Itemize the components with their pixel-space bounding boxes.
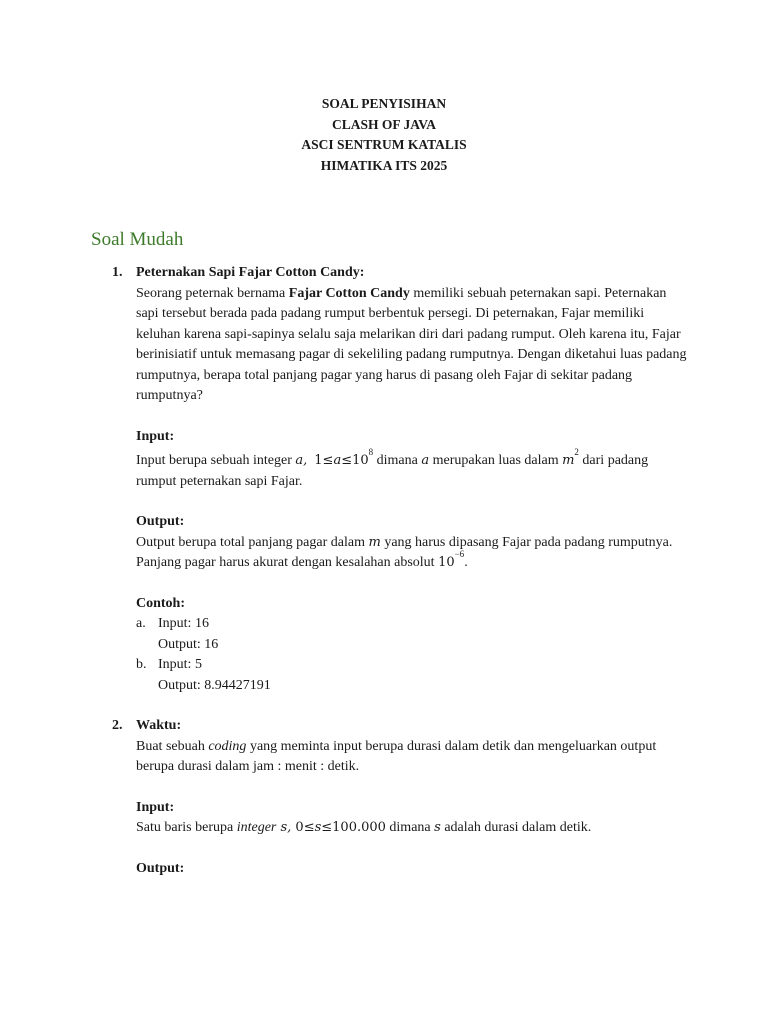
problem-2-input-text	[136, 818, 691, 839]
math-var-s-3: s	[434, 820, 441, 835]
problem-1-input-text	[136, 447, 691, 492]
desc-text-part: Buat sebuah	[136, 738, 209, 754]
problem-2-title: Waktu:	[136, 718, 182, 733]
math-var-a-3: a	[421, 453, 430, 468]
problem-1-output-label: Output:	[136, 514, 185, 529]
input-text-part-2: dimana	[373, 453, 422, 468]
example-input: Input: 16	[158, 616, 209, 631]
example-output: Output: 8.94427191	[158, 677, 271, 693]
math-range-start: 1≤	[314, 453, 334, 468]
example-letter: b.	[136, 657, 147, 672]
document-header	[0, 94, 768, 176]
example-output: Output: 16	[158, 636, 219, 652]
output-text-part-2: yang harus dipasang Fajar pada padang rumputnya. Panjang pagar harus akurat dengan kesalahan absolut	[136, 534, 673, 570]
problem-1	[91, 263, 691, 696]
desc-italic-coding: coding	[208, 738, 247, 754]
math-exponent-neg6: −6	[454, 549, 465, 560]
input-text-part: Input berupa sebuah integer	[136, 453, 296, 468]
problem-1-input-label: Input:	[136, 428, 175, 444]
example-input: Input: 5	[158, 657, 202, 672]
section-title: Soal Mudah	[91, 229, 184, 250]
math-range-end: ≤10	[341, 453, 369, 468]
math-exponent-8: 8	[368, 447, 374, 458]
problem-1-title: Peternakan Sapi Fajar Cotton Candy:	[136, 265, 365, 280]
input-text-part-2: dimana	[385, 820, 435, 835]
output-text-part: Output berupa total panjang pagar dalam	[136, 534, 369, 550]
input-text-part-3: adalah durasi dalam detik.	[440, 820, 592, 835]
output-text-part-3: .	[464, 555, 468, 570]
header-line-2: CLASH OF JAVA	[331, 116, 437, 132]
example-b	[136, 655, 691, 696]
example-a	[136, 614, 691, 655]
input-text-part-4: dari padang rumput peternakan sapi Fajar.	[136, 453, 649, 489]
math-var-s: s,	[276, 820, 292, 835]
header-line-1: SOAL PENYISIHAN	[321, 96, 447, 111]
problem-1-examples-label: Contoh:	[136, 595, 186, 611]
input-italic-integer: integer	[236, 820, 277, 835]
problem-1-output-text	[136, 533, 691, 574]
desc-text-part-2: yang meminta input berupa durasi dalam detik dan mengeluarkan output berupa durasi dalam jam : menit : detik.	[136, 738, 657, 774]
problem-1-desc-bold: Fajar Cotton Candy	[288, 285, 410, 301]
math-exponent-2: 2	[574, 447, 579, 458]
input-text-part: Satu baris berupa	[136, 820, 237, 835]
math-unit-m-2: m	[368, 534, 381, 550]
header-line-4: HIMATIKA ITS 2025	[320, 157, 448, 173]
problem-1-description	[136, 284, 691, 407]
math-unit-m: m	[562, 453, 575, 468]
math-var-a-2: a	[333, 453, 342, 468]
document-body	[91, 263, 691, 879]
problem-2-description	[136, 737, 691, 778]
problem-1-number: 1.	[112, 265, 123, 280]
math-range-start: 0≤	[291, 820, 315, 835]
problem-2-number: 2.	[112, 718, 123, 733]
example-letter: a.	[136, 616, 146, 631]
header-line-3: ASCI SENTRUM KATALIS	[301, 137, 467, 152]
problem-2-output-label: Output:	[136, 860, 185, 876]
input-text-part-3: merupakan luas dalam	[429, 453, 563, 468]
problem-1-desc-text: Seorang peternak bernama	[136, 285, 289, 301]
math-var-s-2: s	[314, 820, 322, 835]
math-ten: 10	[438, 555, 455, 570]
problem-1-desc-text-2: memiliki sebuah peternakan sapi. Peternakan sapi tersebut berada pada padang rumput berbentuk persegi. Di peternakan, Fajar memiliki keluhan karena sapi-sapinya selalu saja melarikan diri dari padang rumput. Oleh karena itu, Fajar berinisiatif untuk memasang pagar di sekeliling padang rumputnya. Dengan diketahui luas padang rumputnya, berapa total panjang pagar yang harus di pasang oleh Fajar di sekitar padang rumputnya?	[136, 285, 687, 403]
math-var-a: a,	[295, 453, 308, 468]
problem-2	[91, 716, 691, 879]
problem-2-input-label: Input:	[136, 799, 175, 815]
math-range-end: ≤100.000	[321, 820, 386, 835]
